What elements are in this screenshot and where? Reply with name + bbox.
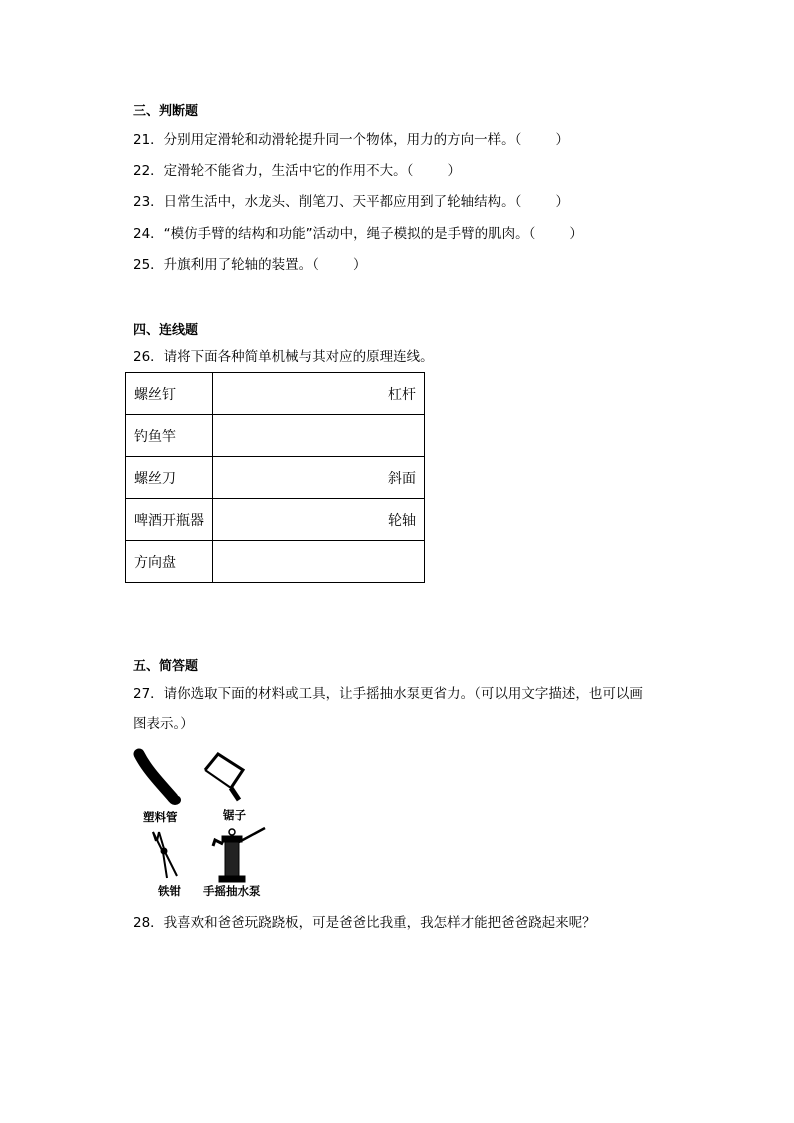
plastic-pipe-icon — [139, 754, 181, 805]
question-23-close: ） — [555, 194, 569, 210]
question-26: 26．请将下面各种简单机械与其对应的原理连线。 — [133, 349, 434, 365]
pliers-label: 铁钳 — [158, 884, 181, 898]
table-cell-principle — [213, 541, 425, 583]
table-row — [126, 415, 425, 457]
table-cell-principle: 斜面 — [213, 457, 425, 499]
table-row — [126, 541, 425, 583]
section-5-heading: 五、简答题 — [133, 659, 199, 674]
table-cell-principle: 杠杆 — [213, 373, 425, 415]
pump-label: 手摇抽水泵 — [203, 884, 261, 898]
question-27-line-1: 27．请你选取下面的材料或工具，让手摇抽水泵更省力。（可以用文字描述，也可以画 — [133, 686, 643, 702]
table-row — [126, 457, 425, 499]
question-25-close: ） — [352, 257, 367, 273]
saw-label: 锯子 — [223, 808, 246, 822]
question-23 — [133, 193, 569, 211]
question-25-text: 25．升旗利用了轮轴的装置。（ — [133, 257, 319, 273]
question-21-close: ） — [555, 132, 569, 148]
question-21-text: 21．分别用定滑轮和动滑轮提升同一个物体，用力的方向一样。（ — [133, 132, 522, 148]
matching-table — [125, 372, 425, 583]
question-25 — [133, 256, 366, 274]
table-cell-machine: 螺丝钉 — [126, 373, 213, 415]
table-cell-machine: 啤酒开瓶器 — [126, 499, 213, 541]
saw-icon — [205, 754, 243, 800]
table-cell-principle — [213, 415, 425, 457]
question-24-text: 24．“模仿手臂的结构和功能”活动中，绳子模拟的是手臂的肌肉。（ — [133, 226, 536, 242]
pliers-icon — [153, 832, 177, 878]
pipe-label: 塑料管 — [143, 810, 178, 824]
question-22-text: 22．定滑轮不能省力，生活中它的作用不大。（ — [133, 163, 414, 179]
table-row — [126, 373, 425, 415]
question-22-close: ） — [447, 163, 461, 179]
table-cell-principle: 轮轴 — [213, 499, 425, 541]
section-3-heading: 三、判断题 — [133, 104, 199, 119]
section-4-heading: 四、连线题 — [133, 323, 199, 338]
question-23-text: 23．日常生活中，水龙头、削笔刀、天平都应用到了轮轴结构。（ — [133, 194, 522, 210]
question-24 — [133, 225, 583, 243]
table-row — [126, 499, 425, 541]
question-27-line-2: 图表示。） — [133, 716, 194, 732]
table-cell-machine: 钓鱼竿 — [126, 415, 213, 457]
question-24-close: ） — [569, 226, 583, 242]
table-cell-machine: 方向盘 — [126, 541, 213, 583]
question-21 — [133, 131, 569, 149]
tools-figure — [133, 748, 283, 900]
question-28: 28．我喜欢和爸爸玩跷跷板，可是爸爸比我重，我怎样才能把爸爸跷起来呢？ — [133, 915, 596, 931]
table-cell-machine: 螺丝刀 — [126, 457, 213, 499]
hand-pump-icon — [213, 828, 265, 882]
question-22 — [133, 162, 461, 180]
